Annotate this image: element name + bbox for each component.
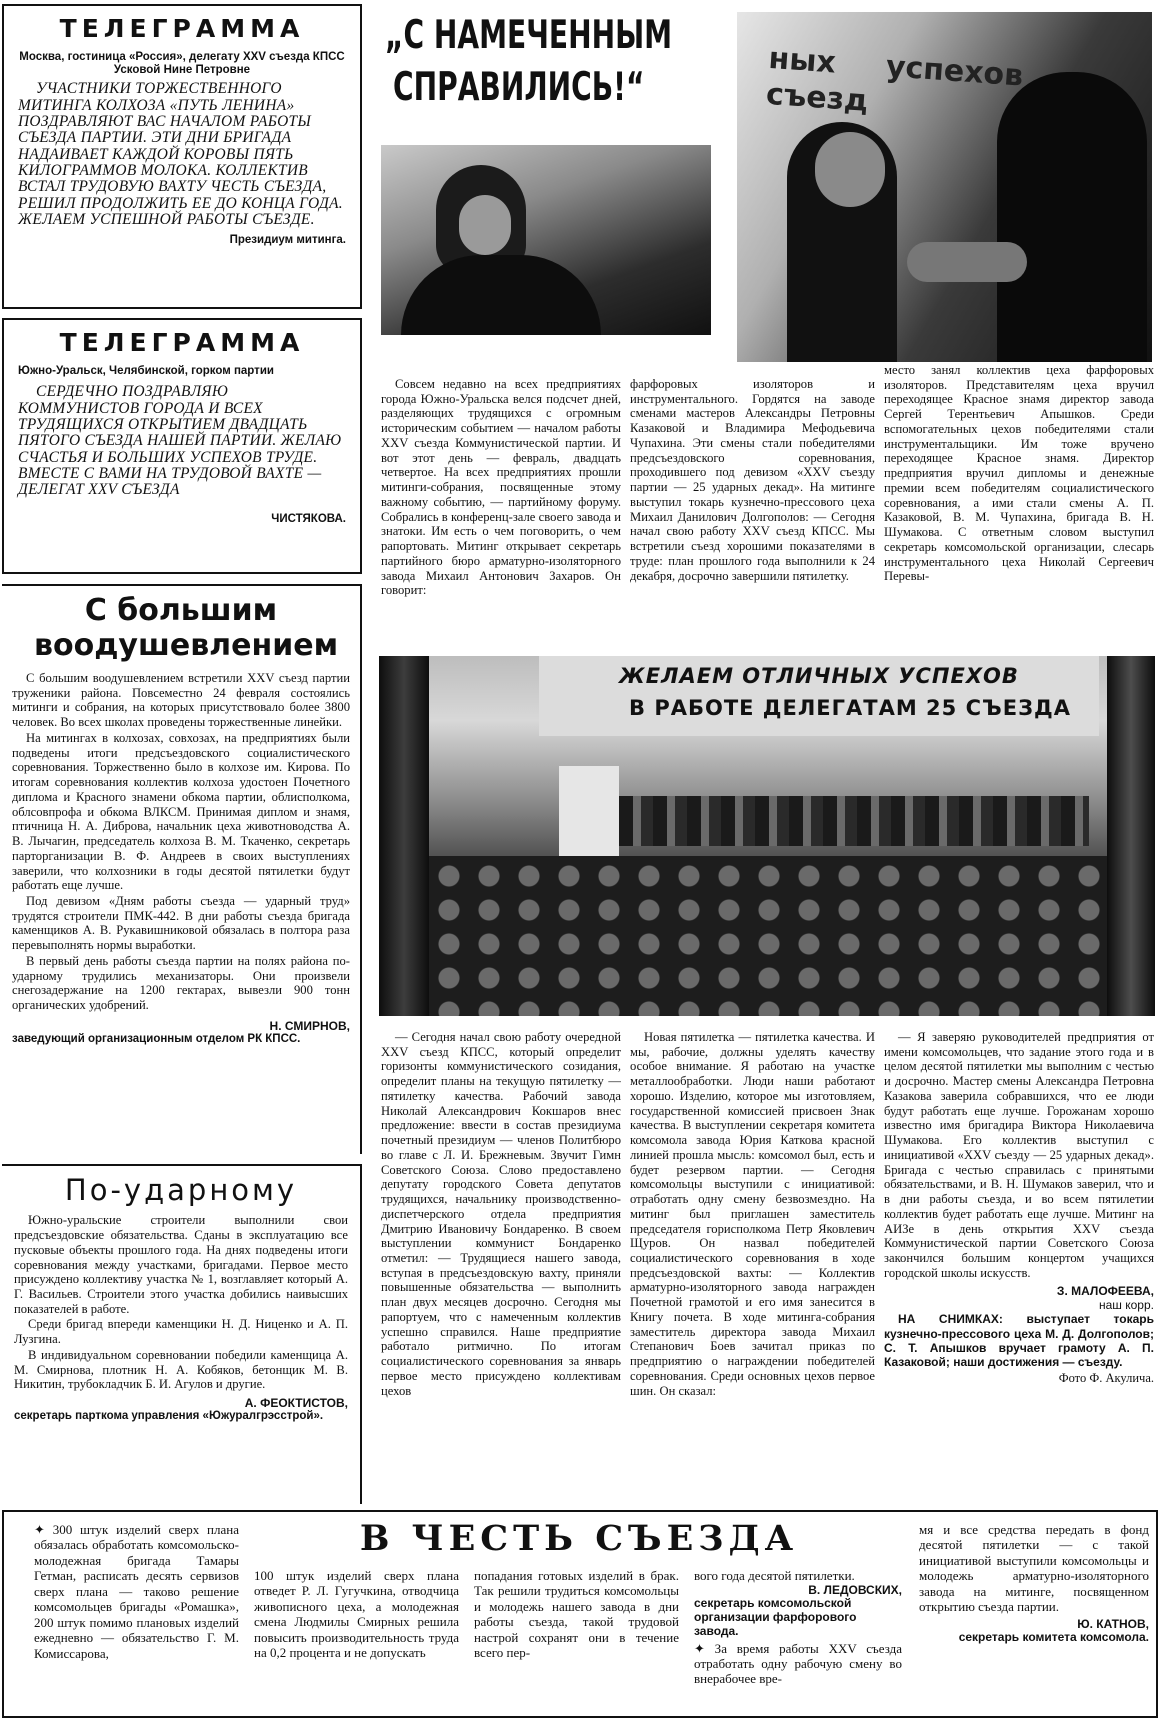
telegram-signature: ЧИСТЯКОВА. xyxy=(271,512,346,525)
paragraph: Под девизом «Дням работы съезда — ударный труд» трудятся строители ПМК-442. В дни работы съезда бригада каменщиков А. В. Рукавишниковой обязалась в полтора раза перевыполнять нормы выработки. xyxy=(12,894,350,953)
bottom-col-2: 100 штук изделий сверх плана отведет Р. Л. Гугучкина, отводчица живописного цеха, а молодежная смена Людмилы Смирных решила повысить производительность труда на 0,2 процента и не допускать xyxy=(254,1568,459,1661)
bottom-col-1: ✦ 300 штук изделий сверх плана обязалась обработать комсомольско-молодежная бригада Тамары Гетман, расписать десять сервизов сверх плана — таково решение комсомольцев бригады «Ромашка», 200 штук помимо плановых изделий ежедневно — обязательство Г. М. Комиссарова, xyxy=(34,1522,239,1661)
article-title: По-ударному xyxy=(64,1173,298,1207)
column-text: вого года десятой пятилетки. xyxy=(694,1568,855,1583)
photo-banner-text: В РАБОТЕ ДЕЛЕГАТАМ 25 СЪЕЗДА xyxy=(629,696,1071,720)
main-lower-col-1: — Сегодня начал свою работу очередной XXV съезд КПСС, который определит горизонты коммунистического созидания, определит планы на текущую пятилетку — пятилетку качества. Рабочий завода Николай Александрович Кокшаров внес предложение: ввести в состав президиума почетный президиум — членов Политбюро во главе с Л. И. Брежневым. Звучит Гимн Советского Союза. Слово предоставлено депутату городского Совета депутатов трудящихся, начальнику производственно-диспетчерского отдела предприятия Дмитрию Ивановичу Бондаренко. В своем выступлении коммунист Бондаренко отметил: — Трудящиеся нашего завода, вступая в предсъездовскую вахту, приняли повышенные обязательства — выполнить план двух месяцев досрочно. Сегодня мы рапортуем, что с намеченным коллектив успешно справился. Наше предприятие работало ритмично. По итогам социалистического соревнования за январь первое место присуждено коллективам цехов xyxy=(381,1030,621,1398)
author-role: секретарь комсомольской организации фарфорового завода. xyxy=(694,1596,857,1638)
author-name: А. ФЕОКТИСТОВ, xyxy=(244,1396,348,1411)
author-role: наш корр. xyxy=(1098,1298,1154,1313)
photo-column xyxy=(379,656,429,1016)
telegram-address: Москва, гостиница «Россия», делегату XXV съезда КПСС Усковой Нине Петровне xyxy=(19,51,345,77)
photo-figure xyxy=(815,132,885,207)
photo-figure xyxy=(997,72,1147,362)
photo-presidium xyxy=(619,796,1089,846)
photo-column xyxy=(1107,656,1155,1016)
photo-captions: НА СНИМКАХ: выступает токарь кузнечно-прессового цеха М. Д. Долгополов; С. Т. Апышков вручает грамоту А. П. Казаковой; наши достижения — съезду. xyxy=(884,1312,1154,1369)
headline-line: СПРАВИЛИСЬ!“ xyxy=(393,65,645,110)
author-role: заведующий организационным отделом РК КПСС. xyxy=(12,1032,301,1045)
column-text: ✦ За время работы XXV съезда отработать одну рабочую смену во внерабочее вре- xyxy=(694,1640,902,1686)
photo-audience xyxy=(429,856,1107,1016)
paragraph: В индивидуальном соревновании победили каменщица А. М. Смирнова, плотник Н. А. Кобяков, бетонщик М. В. Никитин, трубокладчик Б. И. Агулов и другие. xyxy=(14,1347,348,1392)
telegram-address: Южно-Уральск, Челябинской, горком партии xyxy=(18,365,274,377)
author-name: Н. СМИРНОВ, xyxy=(269,1018,350,1033)
photo-figure xyxy=(459,195,511,255)
main-lower-col-3 xyxy=(884,1030,1154,1506)
photo-banner-text: ных успехов съезд xyxy=(764,40,1025,119)
article-body xyxy=(14,1213,348,1392)
photo-figure xyxy=(401,255,601,335)
telegram-signature: Президиум митинга. xyxy=(229,234,346,247)
telegram-box-1 xyxy=(2,4,362,309)
telegram-text: УЧАСТНИКИ ТОРЖЕСТВЕННОГО МИТИНГА КОЛХОЗА «ПУТЬ ЛЕНИНА» ПОЗДРАВЛЯЮТ ВАС НАЧАЛОМ РАБОТЫ СЪЕЗДА ПАРТИИ. ЭТИ ДНИ БРИГАДА НАДАИВАЕТ КАЖДОЙ КОРОВЫ ПЯТЬ КИЛОГРАММОВ МОЛОКА. КОЛЛЕКТИВ ВСТАЛ ТРУДОВУЮ ВАХТУ ЧЕСТЬ СЪЕЗДА, РЕШИЛ ПРОДОЛЖИТЬ ЕЕ ДО КОНЦА ГОДА. ЖЕЛАЕМ УСПЕШНОЙ РАБОТЫ СЪЕЗДЕ. xyxy=(18,80,343,229)
main-headline xyxy=(385,10,715,135)
telegram-title: ТЕЛЕГРАММА xyxy=(59,14,305,43)
paragraph: В первый день работы съезда партии на полях района по-ударному трудились механизаторы. Они произвели снегозадержание на 1200 гектарах, вывезли 900 тонн органических удобрений. xyxy=(12,953,350,1013)
article-body xyxy=(12,671,350,1013)
main-lower-col-2: Новая пятилетка — пятилетка качества. И мы, рабочие, должны уделять качеству особое внимание. Я работаю на участке металлообработки. Люди наши работают хорошо. Изделию, которое мы изготовляем, государственной комиссией присвоен Знак качества. В выступлении секретаря комитета комсомола завода Юрия Каткова красной линией прошла мысль: комсомол был, есть и будет резервом партии. — Сегодня комсомольцы выступили с инициативой: отработать одну смену безвозмездно. На митинг был приглашен заместитель председателя горисполкома Петр Яковлевич Щуров. Он назвал победителей социалистического соревнования в ходе предсъездовской вахты: — Коллектив арматурно-изоляторного завода награжден Почетной грамотой и его имя занесится в Книгу почета. В ходе митинга-собрания заместитель директора завода Михаил Степанович Боев зачитал приказ по предприятию о награждении победителей соревнования. Среди основных цехов первое шин. Он сказал: xyxy=(630,1030,875,1398)
telegram-box-2 xyxy=(2,318,362,574)
author-role: секретарь комитета комсомола. xyxy=(958,1629,1149,1644)
column-text: мя и все средства передать в фонд десятой пятилетки — с такой инициативой выступили комсомольцы и молодежь арматурно-изоляторного завода на митинге, посвященном открытию съезда партии. xyxy=(919,1522,1149,1615)
telegram-text: СЕРДЕЧНО ПОЗДРАВЛЯЮ КОММУНИСТОВ ГОРОДА И ВСЕХ ТРУДЯЩИХСЯ ОТКРЫТИЕМ ДВАДЦАТЬ ПЯТОГО СЪЕЗДА НАШЕЙ ПАРТИИ. ЖЕЛАЮ СЧАСТЬЯ И БОЛЬШИХ УСПЕХОВ ТРУДЕ. ВМЕСТЕ С ВАМИ НА ТРУДОВОЙ ВАХТЕ — ДЕЛЕГАТ XXV СЪЕЗДА xyxy=(18,383,342,499)
article-enthusiasm xyxy=(2,584,362,1154)
photo-meeting xyxy=(379,656,1155,1016)
photo-award xyxy=(737,12,1152,362)
paragraph: Среди бригад впереди каменщики Н. Д. Ниценко и А. П. Лузгина. xyxy=(14,1317,348,1347)
author-role: секретарь парткома управления «Южуралгрэсстрой». xyxy=(14,1410,324,1423)
paragraph: На митингах в колхозах, совхозах, на предприятиях были подведены итоги предсъездовского социалистического соревнования. Торжественно было в колхозе им. Кирова. По итогам соревнования коллектив колхоза удостоен Почетного диплома и Красного знамени обкома партии, облисполкома, облсовпрофа и обкома ВЛКСМ. Принимая диплом и знамя, птичница Н. А. Диброва, начальник цеха животноводства А. В. Лычагин, председатель колхоза В. М. Ткаченко, секретарь парторганизации В. Ф. Андреев в своих выступлениях заверили, что колхозники в годы десятой пятилетки будут работать еще лучше. xyxy=(12,730,350,893)
bottom-col-4 xyxy=(694,1568,902,1718)
bottom-col-5 xyxy=(919,1522,1149,1717)
bottom-col-3: попадания готовых изделий в брак. Так решили трудиться комсомольцы и молодежь нашего завода в дни работы съезда, такой трудовой настрой сохранят они в течение всего пер- xyxy=(474,1568,679,1661)
paragraph: С большим воодушевлением встретили XXV съезд партии труженики района. Повсеместно 24 февраля состоялись митинги и собрания, на которых присутствовало более 3800 человек. Во всех школах проведены торжественные линейки. xyxy=(12,671,350,730)
main-col-1: Совсем недавно на всех предприятиях города Южно-Уральска велся подсчет дней, разделяющих трудящихся с огромным историческим событием — началом работы XXV съезда Коммунистической партии. И вот этот день — февраль, двадцать четвертое. На всех предприятиях прошли митинги-собрания, посвященные этому важному событию, — партийному форуму. Собрались в конференц-зале своего завода и знатоки. Им есть о чем поговорить, о чем рапортовать. Митинг открывает секретарь партийного бюро арматурно-изоляторного завода Михаил Антонович Захаров. Он говорит: xyxy=(381,377,621,598)
main-col-2: фарфоровых изоляторов и инструментального. Гордятся на заводе сменами мастеров Александры Петровны Казаковой и Владимира Мефодьевича Чупахина. Эти смены стали победителями предсъездовского соревнования, проходившего под девизом «XXV съезду партии — 25 ударных декад». На митинге выступил токарь кузнечно-прессового цеха Михаил Данилович Долгополов: — Сегодня начал свою работу XXV съезд КПСС. Мы встретили съезд хорошими показателями в труде: план прошлого года выполнили к 24 декабря, досрочно завершили пятилетку. xyxy=(630,377,875,583)
column-text: — Я заверяю руководителей предприятия от имени комсомольцев, что задание этого года и в целом десятой пятилетки мы выполним с честью и досрочно. Мастер смены Александра Петровна Казакова заверила собравшихся, что ее люди будут работать еще лучше. Горожанам хорошо известно имя бригадира Виктора Николаевича Шумакова. Его коллектив выступил с инициативой «XXV съезду — 25 ударных декад». Бригада с честью справилась с принятыми обязательствами, и В. Н. Шумаков заверил, что и в дни работы съезда, и во всем пятилетии коллектив будет работать еще лучше. Митинг на АИЗе в день открытия XXV съезда Коммунистической партии Советского Союза закончился большим концертом учащихся городской школы искусств. xyxy=(884,1030,1154,1280)
paragraph: Южно-уральские строители выполнили свои предсъездовские обязательства. Сданы в эксплуатацию все пусковые объекты прошлого года. На днях подведены итоги соревнования между участками, бригадами. Первое место присуждено коллективу участка № 1, возглавляет который А. Г. Васильев. Строители этого участка добились наивысших показателей в работе. xyxy=(14,1213,348,1316)
article-udarny xyxy=(2,1164,362,1504)
author-name: Ю. КАТНОВ, xyxy=(1077,1616,1149,1631)
photo-speaker xyxy=(381,145,711,335)
bottom-title: В ЧЕСТЬ СЪЕЗДА xyxy=(359,1518,799,1559)
author-name: В. ЛЕДОВСКИХ, xyxy=(808,1583,902,1598)
bottom-section xyxy=(2,1510,1158,1718)
photo-figure xyxy=(907,242,1027,282)
photo-banner-text: ЖЕЛАЕМ ОТЛИЧНЫХ УСПЕХОВ xyxy=(619,664,1019,688)
article-title: С большим воодушевлением xyxy=(34,593,339,663)
main-col-3: место занял коллектив цеха фарфоровых изоляторов. Представителям цеха вручил переходящее Красное знамя директор завода Сергей Терентьевич Апышков. Среди вспомогательных цехов победителями стали инструментальщики. Им тоже вручено переходящее Красное знамя. Директор предприятия вручил дипломы и денежные премии всем победителям социалистического соревнования, а ими стали смены А. П. Казаковой, В. М. Чупахина, бригада В. Н. Шумакова. С ответным словом выступил секретарь комсомольской организации, слесарь инструментального цеха Николай Сергеевич Перевы- xyxy=(884,363,1154,584)
photo-credit: Фото Ф. Акулича. xyxy=(1058,1370,1154,1385)
headline-line: „С НАМЕЧЕННЫМ xyxy=(385,13,673,58)
author-name: З. МАЛОФЕЕВА, xyxy=(1056,1284,1154,1299)
telegram-title: ТЕЛЕГРАММА xyxy=(59,328,305,357)
